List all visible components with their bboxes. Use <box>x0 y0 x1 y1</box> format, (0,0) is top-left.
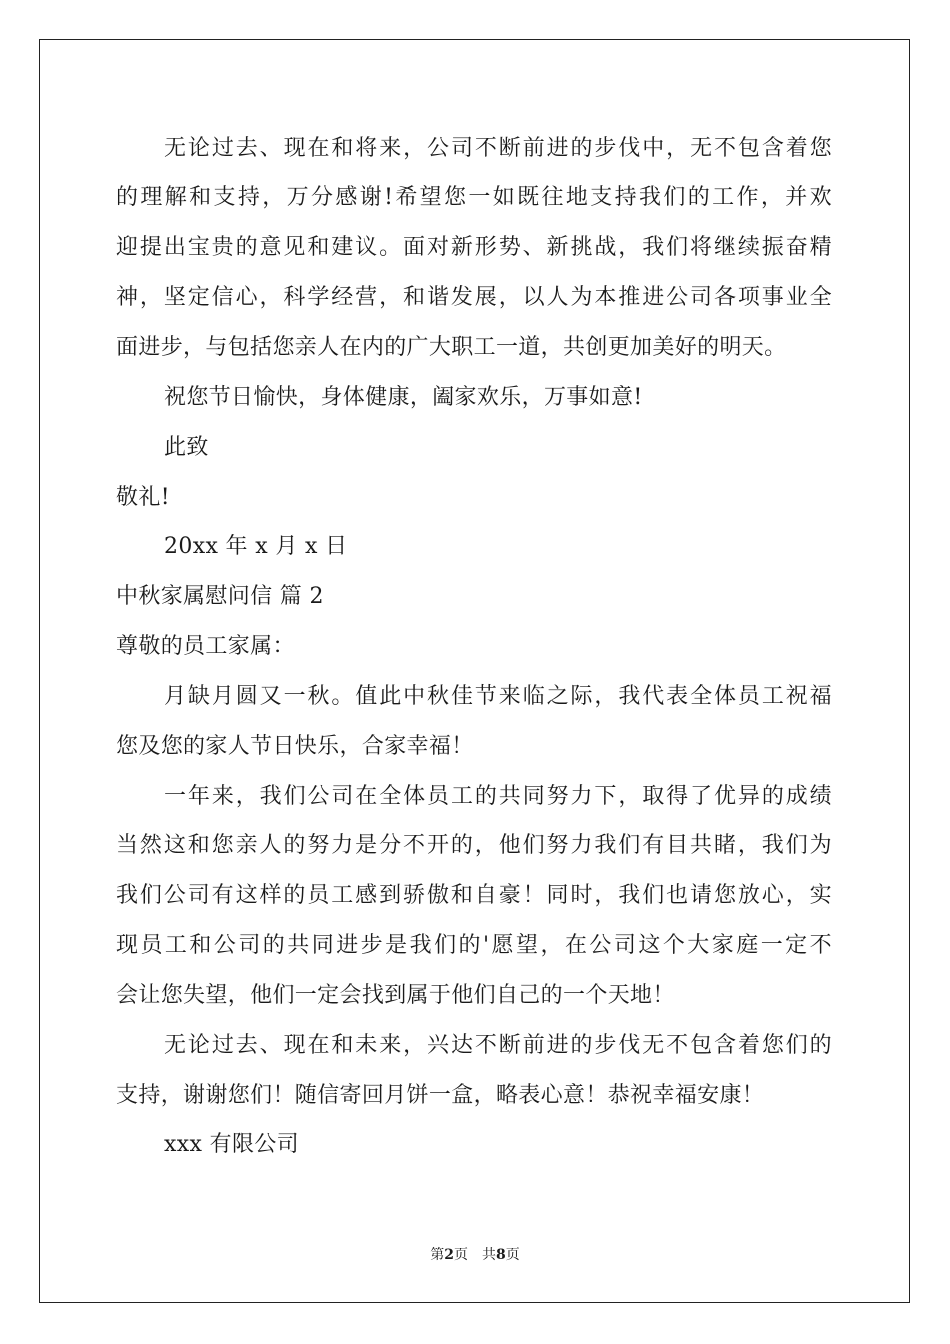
salutation: 尊敬的员工家属： <box>116 634 295 659</box>
paragraph-line: 月缺月圆又一秋。值此中秋佳节来临之际，我代表全体员工祝福 <box>164 684 832 709</box>
paragraph-line: 面进步，与包括您亲人在内的广大职工一道，共创更加美好的明天。 <box>116 335 787 360</box>
paragraph-line: 我们公司有这样的员工感到骄傲和自豪！同时，我们也请您放心，实 <box>116 883 832 908</box>
signature-line: xxx 有限公司 <box>164 1132 300 1157</box>
paragraph-line: 一年来，我们公司在全体员工的共同努力下，取得了优异的成绩 <box>164 784 832 809</box>
page-prefix: 第 <box>430 1247 445 1263</box>
paragraph-line: 您及您的家人节日快乐，合家幸福！ <box>116 734 474 759</box>
section-title: 中秋家属慰问信 篇 2 <box>116 584 324 609</box>
page-footer <box>0 1246 950 1264</box>
paragraph-line: 支持，谢谢您们！随信寄回月饼一盒，略表心意！恭祝幸福安康！ <box>116 1083 765 1108</box>
total-pages: 8 <box>496 1247 506 1263</box>
date-line: 20xx 年 x 月 x 日 <box>164 534 348 559</box>
paragraph-line: 的理解和支持，万分感谢!希望您一如既往地支持我们的工作，并欢 <box>116 185 832 210</box>
paragraph-line: 无论过去、现在和未来，兴达不断前进的步伐无不包含着您们的 <box>164 1033 832 1058</box>
page-number: 2 <box>444 1247 454 1263</box>
page-border <box>39 39 910 1303</box>
salute-line: 敬礼! <box>116 485 170 510</box>
greeting-line: 祝您节日愉快，身体健康，阖家欢乐，万事如意! <box>164 385 643 410</box>
paragraph-line: 会让您失望，他们一定会找到属于他们自己的一个天地！ <box>116 983 675 1008</box>
paragraph-line: 现员工和公司的共同进步是我们的'愿望，在公司这个大家庭一定不 <box>116 933 832 958</box>
paragraph-line: 无论过去、现在和将来，公司不断前进的步伐中，无不包含着您 <box>164 136 832 161</box>
paragraph-line: 神，坚定信心，科学经营，和谐发展，以人为本推进公司各项事业全 <box>116 285 832 310</box>
total-prefix: 共 <box>482 1247 496 1263</box>
total-suffix: 页 <box>505 1247 520 1263</box>
closing-line: 此致 <box>164 435 209 460</box>
paragraph-line: 当然这和您亲人的努力是分不开的，他们努力我们有目共睹，我们为 <box>116 833 832 858</box>
paragraph-line: 迎提出宝贵的意见和建议。面对新形势、新挑战，我们将继续振奋精 <box>116 235 832 260</box>
page-suffix: 页 <box>454 1247 468 1263</box>
